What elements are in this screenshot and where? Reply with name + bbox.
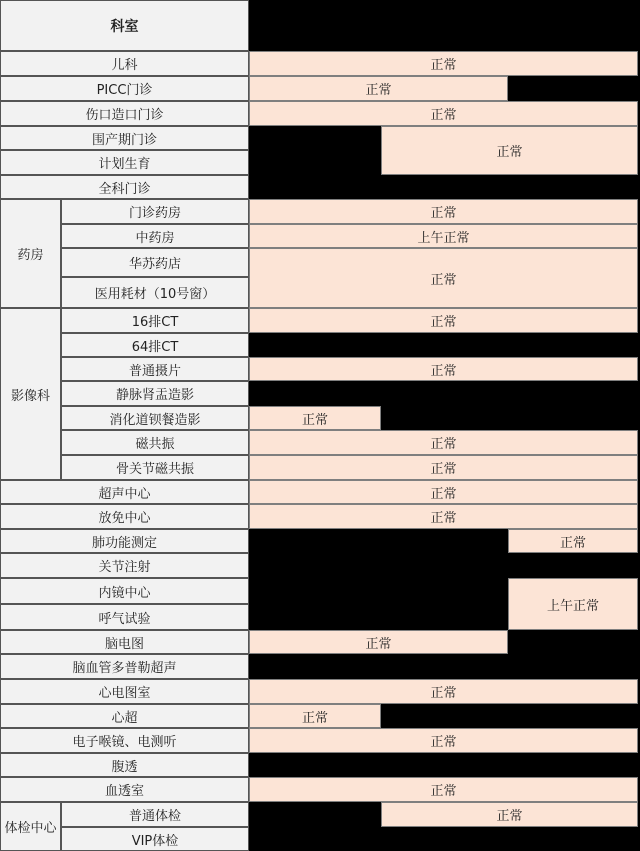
status-ultrasound-center: 正常 xyxy=(249,480,638,504)
sub-regular-exam: 普通体检 xyxy=(61,802,249,827)
status-endoscopy-breath-test: 上午正常 xyxy=(508,578,638,630)
group-pharmacy: 药房 xyxy=(0,199,61,308)
dept-cerebrovascular-doppler: 脑血管多普勒超声 xyxy=(0,654,249,679)
sub-ivp: 静脉肾盂造影 xyxy=(61,381,249,406)
dept-endoscopy-center: 内镜中心 xyxy=(0,578,249,604)
status-barium-meal: 正常 xyxy=(249,406,381,430)
status-picc-clinic: 正常 xyxy=(249,76,508,101)
group-physical-exam-center: 体检中心 xyxy=(0,802,61,851)
sub-ct-16: 16排CT xyxy=(61,308,249,333)
sub-medical-consumables: 医用耗材（10号窗） xyxy=(61,277,249,308)
status-mri: 正常 xyxy=(249,430,638,455)
status-perinatal-family-planning: 正常 xyxy=(381,126,638,175)
dept-eeg: 脑电图 xyxy=(0,630,249,654)
dept-perinatal-clinic: 围产期门诊 xyxy=(0,126,249,150)
status-echocardiography: 正常 xyxy=(249,704,381,728)
status-wound-ostomy-clinic: 正常 xyxy=(249,101,638,126)
status-pulmonary-function: 正常 xyxy=(508,529,638,553)
dept-wound-ostomy-clinic: 伤口造口门诊 xyxy=(0,101,249,126)
status-laryngoscope-audiometry: 正常 xyxy=(249,728,638,753)
status-hemodialysis: 正常 xyxy=(249,777,638,802)
dept-radioimmunoassay: 放免中心 xyxy=(0,504,249,529)
sub-chinese-pharmacy: 中药房 xyxy=(61,224,249,248)
sub-mri: 磁共振 xyxy=(61,430,249,455)
dept-echocardiography: 心超 xyxy=(0,704,249,728)
status-chinese-pharmacy: 上午正常 xyxy=(249,224,638,248)
dept-ultrasound-center: 超声中心 xyxy=(0,480,249,504)
sub-outpatient-pharmacy: 门诊药房 xyxy=(61,199,249,224)
status-pediatrics: 正常 xyxy=(249,51,638,76)
sub-general-radiography: 普通摄片 xyxy=(61,357,249,381)
dept-joint-injection: 关节注射 xyxy=(0,553,249,578)
status-general-radiography: 正常 xyxy=(249,357,638,381)
status-outpatient-pharmacy: 正常 xyxy=(249,199,638,224)
dept-family-planning: 计划生育 xyxy=(0,150,249,175)
dept-picc-clinic: PICC门诊 xyxy=(0,76,249,101)
header-department: 科室 xyxy=(0,0,249,51)
dept-pediatrics: 儿科 xyxy=(0,51,249,76)
status-ecg-room: 正常 xyxy=(249,679,638,704)
status-radioimmunoassay: 正常 xyxy=(249,504,638,529)
dept-general-practice: 全科门诊 xyxy=(0,175,249,199)
status-eeg: 正常 xyxy=(249,630,508,654)
status-regular-exam: 正常 xyxy=(381,802,638,827)
status-drugstore-consumables: 正常 xyxy=(249,248,638,308)
status-ct-16: 正常 xyxy=(249,308,638,333)
sub-ct-64: 64排CT xyxy=(61,333,249,357)
sub-barium-meal: 消化道钡餐造影 xyxy=(61,406,249,430)
dept-laryngoscope-audiometry: 电子喉镜、电测听 xyxy=(0,728,249,753)
dept-peritoneal-dialysis: 腹透 xyxy=(0,753,249,777)
status-joint-mri: 正常 xyxy=(249,455,638,480)
sub-vip-exam: VIP体检 xyxy=(61,827,249,851)
sub-joint-mri: 骨关节磁共振 xyxy=(61,455,249,480)
dept-breath-test: 呼气试验 xyxy=(0,604,249,630)
sub-huasu-drugstore: 华苏药店 xyxy=(61,248,249,277)
dept-ecg-room: 心电图室 xyxy=(0,679,249,704)
dept-pulmonary-function: 肺功能测定 xyxy=(0,529,249,553)
dept-hemodialysis: 血透室 xyxy=(0,777,249,802)
group-imaging: 影像科 xyxy=(0,308,61,480)
